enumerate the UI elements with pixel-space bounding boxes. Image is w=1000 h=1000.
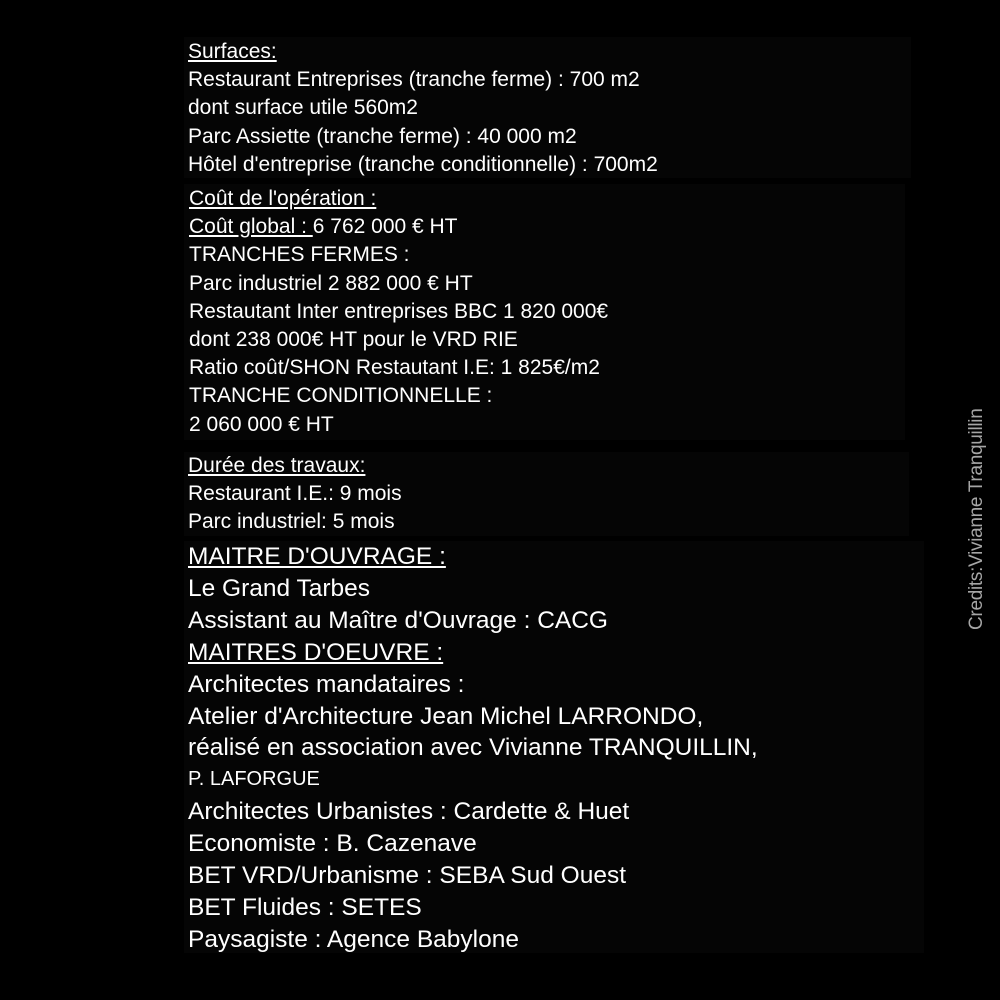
surfaces-line: Hôtel d'entreprise (tranche conditionnelle) : 700m2	[188, 152, 658, 176]
photo-credits: Credits:Vivianne Tranquillin	[966, 408, 987, 630]
contractor-line: P. LAFORGUE	[188, 768, 320, 791]
surfaces-line: Parc Assiette (tranche ferme) : 40 000 m2	[188, 124, 577, 148]
team-line: Architectes Urbanistes : Cardette & Huet	[188, 798, 630, 826]
cost-line: 2 060 000 € HT	[189, 412, 334, 436]
team-line: Paysagiste : Agence Babylone	[188, 925, 519, 953]
contractor-line: Atelier d'Architecture Jean Michel LARRONDO,	[188, 702, 704, 730]
cost-global-line	[184, 213, 905, 241]
duration-heading: Durée des travaux:	[188, 454, 366, 477]
cost-line: Parc industriel 2 882 000 € HT	[189, 271, 473, 295]
cost-section	[184, 184, 905, 440]
client-heading: MAITRE D'OUVRAGE :	[188, 543, 446, 570]
contractor-line: Architectes mandataires :	[188, 670, 465, 698]
duration-line: Parc industriel: 5 mois	[188, 510, 395, 533]
client-line: Assistant au Maître d'Ouvrage : CACG	[188, 606, 608, 634]
duration-line: Restaurant I.E.: 9 mois	[188, 482, 402, 505]
team-line: BET VRD/Urbanisme : SEBA Sud Ouest	[188, 862, 627, 890]
cost-line: Restautant Inter entreprises BBC 1 820 000€	[189, 299, 609, 323]
client-line: Le Grand Tarbes	[188, 574, 371, 602]
surfaces-heading: Surfaces:	[188, 40, 277, 63]
cost-heading: Coût de l'opération :	[189, 187, 377, 210]
contractor-line: réalisé en association avec Vivianne TRANQUILLIN,	[188, 734, 758, 762]
cost-line: dont 238 000€ HT pour le VRD RIE	[189, 328, 518, 352]
surfaces-section	[184, 37, 911, 178]
cost-line: Ratio coût/SHON Restautant I.E: 1 825€/m2	[189, 356, 600, 380]
surfaces-line: dont surface utile 560m2	[188, 96, 418, 120]
cost-line: TRANCHES FERMES :	[189, 243, 410, 267]
cost-line: TRANCHE CONDITIONNELLE :	[189, 384, 493, 408]
duration-section	[184, 452, 909, 536]
surfaces-line: Restaurant Entreprises (tranche ferme) : 700 m2	[188, 68, 640, 92]
cost-global-value: 6 762 000 € HT	[312, 215, 458, 239]
team-line: BET Fluides : SETES	[188, 893, 422, 921]
project-team-section	[184, 541, 924, 953]
contractors-heading: MAITRES D'OEUVRE :	[188, 638, 444, 666]
team-line: Economiste : B. Cazenave	[188, 830, 477, 858]
cost-global-label: Coût global :	[189, 215, 313, 239]
